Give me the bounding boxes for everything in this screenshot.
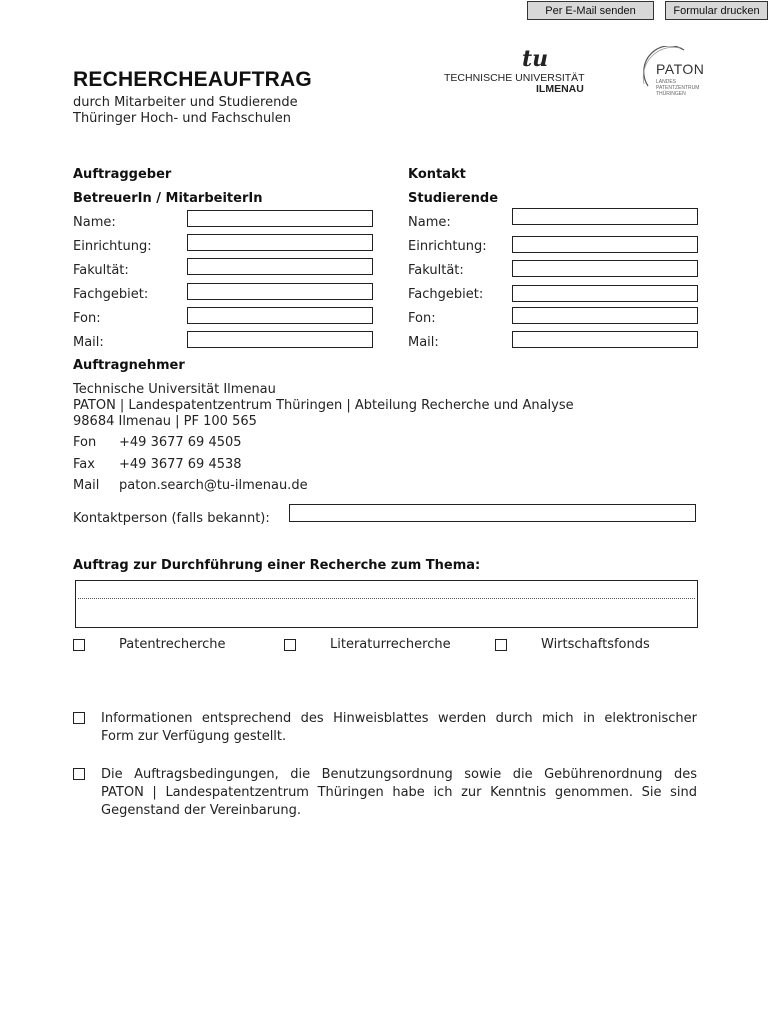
terms-confirm-line-1: Die Auftragsbedingungen, die Benutzungsordnung sowie die Gebührenordnung des: [101, 767, 697, 782]
info-confirm-line-2: Form zur Verfügung gestellt.: [101, 729, 287, 744]
studierende-mail-field[interactable]: [512, 331, 698, 348]
info-confirm-line-1: Informationen entsprechend des Hinweisblattes werden durch mich in elektronischer: [101, 711, 697, 726]
thema-textarea[interactable]: [75, 580, 698, 628]
left-fon-label: Fon:: [73, 311, 101, 326]
info-confirm-checkbox[interactable]: [73, 712, 85, 724]
betreuer-fon-field[interactable]: [187, 307, 373, 324]
kontaktperson-field[interactable]: [289, 504, 696, 522]
patentrecherche-label: Patentrecherche: [119, 637, 226, 652]
studierende-fachgebiet-field[interactable]: [512, 285, 698, 302]
subtitle-line-2: Thüringer Hoch- und Fachschulen: [73, 111, 292, 126]
paton-logo-line-1: LANDES: [656, 79, 677, 85]
auftraggeber-heading: Auftraggeber: [73, 167, 172, 182]
betreuer-mail-field[interactable]: [187, 331, 373, 348]
subtitle-line-1: durch Mitarbeiter und Studierende: [73, 95, 298, 110]
betreuer-name-field[interactable]: [187, 210, 373, 227]
right-fakultaet-label: Fakultät:: [408, 263, 464, 278]
tu-ilmenau-logo: [444, 46, 589, 94]
left-fakultaet-label: Fakultät:: [73, 263, 129, 278]
studierende-einrichtung-field[interactable]: [512, 236, 698, 253]
tu-mark-icon: tu: [522, 46, 549, 72]
page-title: RECHERCHEAUFTRAG: [73, 68, 312, 91]
terms-confirm-line-2: PATON | Landespatentzentrum Thüringen habe ich zur Kenntnis genommen. Sie sind: [101, 785, 697, 800]
right-einrichtung-label: Einrichtung:: [408, 239, 487, 254]
auftrag-heading: Auftrag zur Durchführung einer Recherche zum Thema:: [73, 558, 481, 573]
paton-logo-line-2: PATENTZENTRUM: [656, 85, 700, 91]
print-form-button[interactable]: Formular drucken: [665, 1, 768, 20]
right-fon-label: Fon:: [408, 311, 436, 326]
left-fachgebiet-label: Fachgebiet:: [73, 287, 149, 302]
betreuer-fakultaet-field[interactable]: [187, 258, 373, 275]
fon-label: Fon: [73, 435, 97, 450]
paton-logo-line-3: THÜRINGEN: [656, 91, 686, 97]
betreuer-fachgebiet-field[interactable]: [187, 283, 373, 300]
studierende-fon-field[interactable]: [512, 307, 698, 324]
betreuer-heading: BetreuerIn / MitarbeiterIn: [73, 191, 263, 206]
left-name-label: Name:: [73, 215, 116, 230]
thema-line-divider: [78, 598, 695, 599]
right-mail-label: Mail:: [408, 335, 439, 350]
left-einrichtung-label: Einrichtung:: [73, 239, 152, 254]
tu-logo-line-2: ILMENAU: [536, 83, 584, 95]
right-name-label: Name:: [408, 215, 451, 230]
literaturrecherche-checkbox[interactable]: [284, 639, 296, 651]
info-confirm-text: [101, 710, 697, 746]
paton-logo-name: PATON: [656, 61, 705, 77]
mail-label: Mail: [73, 478, 100, 493]
fon-value: +49 3677 69 4505: [119, 435, 242, 450]
betreuer-einrichtung-field[interactable]: [187, 234, 373, 251]
email-send-button[interactable]: Per E-Mail senden: [527, 1, 654, 20]
paton-logo: [640, 46, 712, 106]
terms-confirm-line-3: Gegenstand der Vereinbarung.: [101, 803, 301, 818]
wirtschaftsfonds-label: Wirtschaftsfonds: [541, 637, 650, 652]
left-mail-label: Mail:: [73, 335, 104, 350]
auftragnehmer-heading: Auftragnehmer: [73, 358, 185, 373]
auftragnehmer-university: Technische Universität Ilmenau: [73, 382, 276, 397]
right-fachgebiet-label: Fachgebiet:: [408, 287, 484, 302]
kontakt-heading: Kontakt: [408, 167, 466, 182]
tu-logo-line-1: TECHNISCHE UNIVERSITÄT: [444, 72, 585, 84]
patentrecherche-checkbox[interactable]: [73, 639, 85, 651]
studierende-name-field[interactable]: [512, 208, 698, 225]
fax-value: +49 3677 69 4538: [119, 457, 242, 472]
studierende-fakultaet-field[interactable]: [512, 260, 698, 277]
studierende-heading: Studierende: [408, 191, 499, 206]
auftragnehmer-department: PATON | Landespatentzentrum Thüringen | Abteilung Recherche und Analyse: [73, 398, 574, 413]
kontaktperson-label: Kontaktperson (falls bekannt):: [73, 511, 270, 526]
literaturrecherche-label: Literaturrecherche: [330, 637, 451, 652]
paton-logo-subtext: [656, 79, 699, 97]
fax-label: Fax: [73, 457, 95, 472]
mail-value: paton.search@tu-ilmenau.de: [119, 478, 308, 493]
auftragnehmer-address: 98684 Ilmenau | PF 100 565: [73, 414, 257, 429]
wirtschaftsfonds-checkbox[interactable]: [495, 639, 507, 651]
terms-confirm-checkbox[interactable]: [73, 768, 85, 780]
terms-confirm-text: [101, 766, 697, 820]
